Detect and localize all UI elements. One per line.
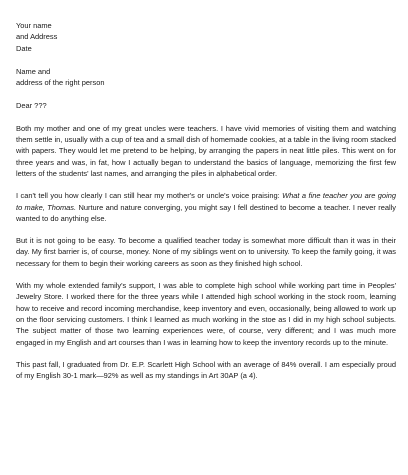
paragraph-2-text-before: I can't tell you how clearly I can still hear my mother's or uncle's voice praising:: [16, 191, 283, 201]
recipient-block: [16, 66, 396, 89]
recipient-name: Name and: [16, 66, 51, 76]
letter-date: Date: [16, 43, 32, 53]
sender-address: and Address: [16, 32, 58, 42]
salutation-block: [16, 100, 396, 111]
body-paragraph-1: Both my mother and one of my great uncles were teachers. I have vivid memories of visiting them and watching them settle in, usually with a cup of tea and a small dish of homemade cookies, at a table in the living room stacked with papers. They would let me pretend to be helping, by arranging the papers in neat little piles. This went on for three years and was, in fat, how I actually began to understand the basics of language, memorizing the first few letters of the students' last names, and arranging the piles in alphabetical order.: [16, 123, 396, 179]
letter-page: [16, 20, 396, 382]
body-paragraph-4: With my whole extended family's support, I was able to complete high school while working part time in Peoples' Jewelry Store. I worked there for the three years while I attended high school working in the stock room, learning how to receive and record incoming merchandise, keep inventory and even, occasionally, being allowed to work up on the floor servicing customers. I think I learned as much working in the stoe as I did in my high school subjects. The subject matter of those two learning experiences were, of course, very different; and I was much more engaged in my English and art courses than I was in learning how to keep the inventory records up to the minute.: [16, 280, 396, 347]
salutation: Dear ???: [16, 100, 47, 110]
sender-name: Your name: [16, 21, 52, 30]
paragraph-2-text-after: Nurture and nature converging, you might say I fell destined to become a teacher. I never really wanted to do anything else.: [16, 202, 397, 224]
body-paragraph-2: [16, 190, 396, 224]
paragraph-2-quote: What a fine teacher you are going to make, Thomas.: [16, 191, 396, 212]
body-paragraph-5: This past fall, I graduated from Dr. E.P. Scarlett High School with an average of 84% overall. I am especially proud of my English 30-1 mark—92% as well as my standings in Art 30AP (a 4).: [16, 359, 396, 381]
sender-block: [16, 20, 396, 54]
recipient-address: address of the right person: [16, 78, 105, 88]
body-paragraph-3: But it is not going to be easy. To become a qualified teacher today is somewhat more difficult than it was in their day. My first barrier is, of course, money. None of my siblings went on to university. To keep the family going, it was necessary for them to begin their working careers as soon as they finished high school.: [16, 236, 396, 268]
